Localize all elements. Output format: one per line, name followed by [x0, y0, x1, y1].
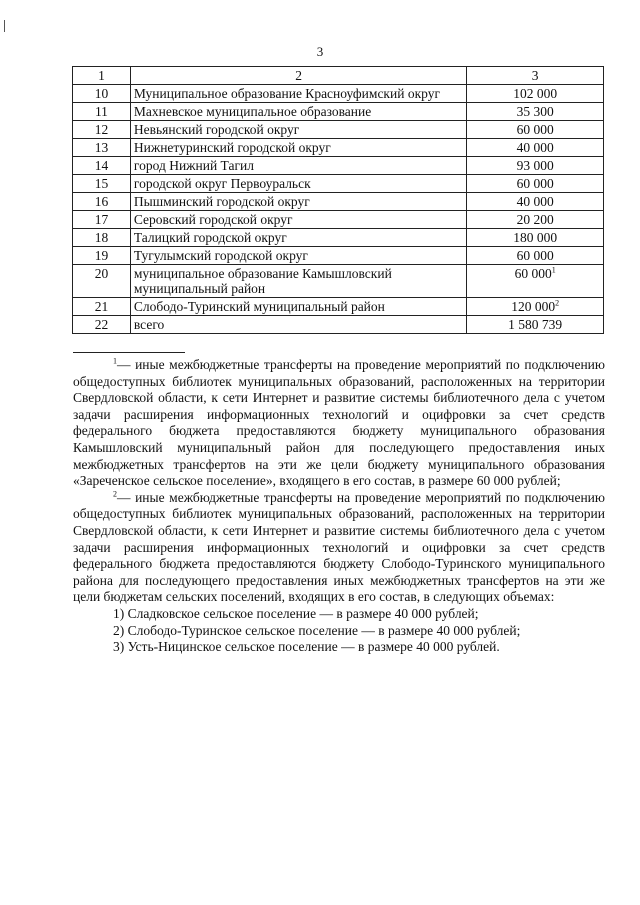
table-row [73, 85, 604, 103]
municipality-name-cell: Слободо-Туринский муниципальный район [130, 298, 466, 316]
footnote-1-mark: 1 [113, 356, 117, 366]
amount-value: 20 200 [516, 212, 554, 227]
row-number-cell: 21 [73, 298, 131, 316]
footnote-2-item: 3) Усть-Ницинское сельское поселение — в размере 40 000 рублей. [113, 639, 500, 655]
amount-cell [467, 298, 604, 316]
row-number-cell: 10 [73, 85, 131, 103]
amount-value: 40 000 [516, 194, 554, 209]
table-row [73, 247, 604, 265]
row-number-cell: 20 [73, 265, 131, 298]
amount-value: 60 000 [516, 248, 554, 263]
amount-cell [467, 121, 604, 139]
table-row [73, 265, 604, 298]
table-row [73, 298, 604, 316]
amount-value: 93 000 [516, 158, 554, 173]
municipality-name-cell: всего [130, 316, 466, 334]
table-row [73, 121, 604, 139]
footnote-1-text: — иные межбюджетные трансферты на проведение мероприятий по подключению общедоступных библиотек муниципальных образований, расположенных на территории Свердловской области, к сети Интернет и развитие системы библиотечного дела с учетом задачи расширения информационных технологий и оцифровки за счет средств федерального бюджета предоставляются бюджету муниципального образования Камышловский муниципальный район для последующего предоставления иных межбюджетных трансфертов на эти же цели бюджету муниципального образования «Зареченское сельское поселение», входящего в его состав, в размере 60 000 рублей; [73, 357, 605, 489]
header-cell-name: 2 [130, 67, 466, 85]
amount-value: 60 000 [516, 176, 554, 191]
amount-value: 35 300 [516, 104, 554, 119]
amount-cell [467, 265, 604, 298]
row-number-cell: 14 [73, 157, 131, 175]
table-row [73, 193, 604, 211]
row-number-cell: 11 [73, 103, 131, 121]
footnote-2-item: 1) Сладковское сельское поселение — в размере 40 000 рублей; [113, 605, 479, 621]
row-number-cell: 13 [73, 139, 131, 157]
footnote-2 [73, 490, 605, 606]
footnote-ref: 1 [551, 265, 556, 275]
amount-cell [467, 85, 604, 103]
row-number-cell: 18 [73, 229, 131, 247]
footnote-rule [73, 352, 185, 353]
municipality-name-cell: муниципальное образование Камышловский муниципальный район [130, 265, 466, 298]
amount-cell [467, 103, 604, 121]
amount-cell [467, 211, 604, 229]
amount-cell [467, 229, 604, 247]
table-row [73, 139, 604, 157]
municipality-name-cell: Талицкий городской округ [130, 229, 466, 247]
amount-cell [467, 247, 604, 265]
header-cell-num: 1 [73, 67, 131, 85]
row-number-cell: 15 [73, 175, 131, 193]
header-cell-amount: 3 [467, 67, 604, 85]
amount-cell [467, 175, 604, 193]
municipality-name-cell: город Нижний Тагил [130, 157, 466, 175]
allocation-table [72, 66, 604, 334]
amount-cell [467, 139, 604, 157]
amount-cell [467, 316, 604, 334]
footnotes [73, 357, 605, 656]
municipality-name-cell: Нижнетуринский городской округ [130, 139, 466, 157]
margin-mark [4, 20, 5, 32]
footnote-2-text: — иные межбюджетные трансферты на проведение мероприятий по подключению общедоступных библиотек муниципальных образований, расположенных на территории Свердловской области, к сети Интернет и развитие системы библиотечного дела с учетом задачи расширения информационных технологий и оцифровки за счет средств федерального бюджета предоставляются бюджету Слободо-Туринского муниципального района для последующего предоставления иных межбюджетных трансфертов на эти же цели бюджетам сельских поселений, входящих в его состав, в следующих объемах: [73, 489, 605, 605]
amount-value: 60 000 [514, 266, 552, 281]
amount-value: 1 580 739 [508, 317, 563, 332]
municipality-name-cell: Пышминский городской округ [130, 193, 466, 211]
amount-value: 180 000 [513, 230, 558, 245]
table-row [73, 229, 604, 247]
municipality-name-cell: Серовский городской округ [130, 211, 466, 229]
municipality-name-cell: Муниципальное образование Красноуфимский округ [130, 85, 466, 103]
table-row [73, 316, 604, 334]
footnote-1 [73, 357, 605, 490]
amount-value: 102 000 [513, 86, 558, 101]
row-number-cell: 22 [73, 316, 131, 334]
municipality-name-cell: городской округ Первоуральск [130, 175, 466, 193]
amount-value: 60 000 [516, 122, 554, 137]
table-header-row [73, 67, 604, 85]
table-row [73, 103, 604, 121]
amount-value: 40 000 [516, 140, 554, 155]
row-number-cell: 17 [73, 211, 131, 229]
footnote-2-mark: 2 [113, 489, 117, 499]
table-row [73, 211, 604, 229]
table-row [73, 175, 604, 193]
row-number-cell: 12 [73, 121, 131, 139]
amount-cell [467, 157, 604, 175]
row-number-cell: 16 [73, 193, 131, 211]
municipality-name-cell: Невьянский городской округ [130, 121, 466, 139]
amount-cell [467, 193, 604, 211]
page-number: 3 [316, 44, 324, 59]
footnote-2-item: 2) Слободо-Туринское сельское поселение — в размере 40 000 рублей; [113, 622, 521, 638]
municipality-name-cell: Махневское муниципальное образование [130, 103, 466, 121]
municipality-name-cell: Тугулымский городской округ [130, 247, 466, 265]
amount-value: 120 000 [511, 299, 556, 314]
row-number-cell: 19 [73, 247, 131, 265]
table-row [73, 157, 604, 175]
footnote-ref: 2 [555, 298, 560, 308]
